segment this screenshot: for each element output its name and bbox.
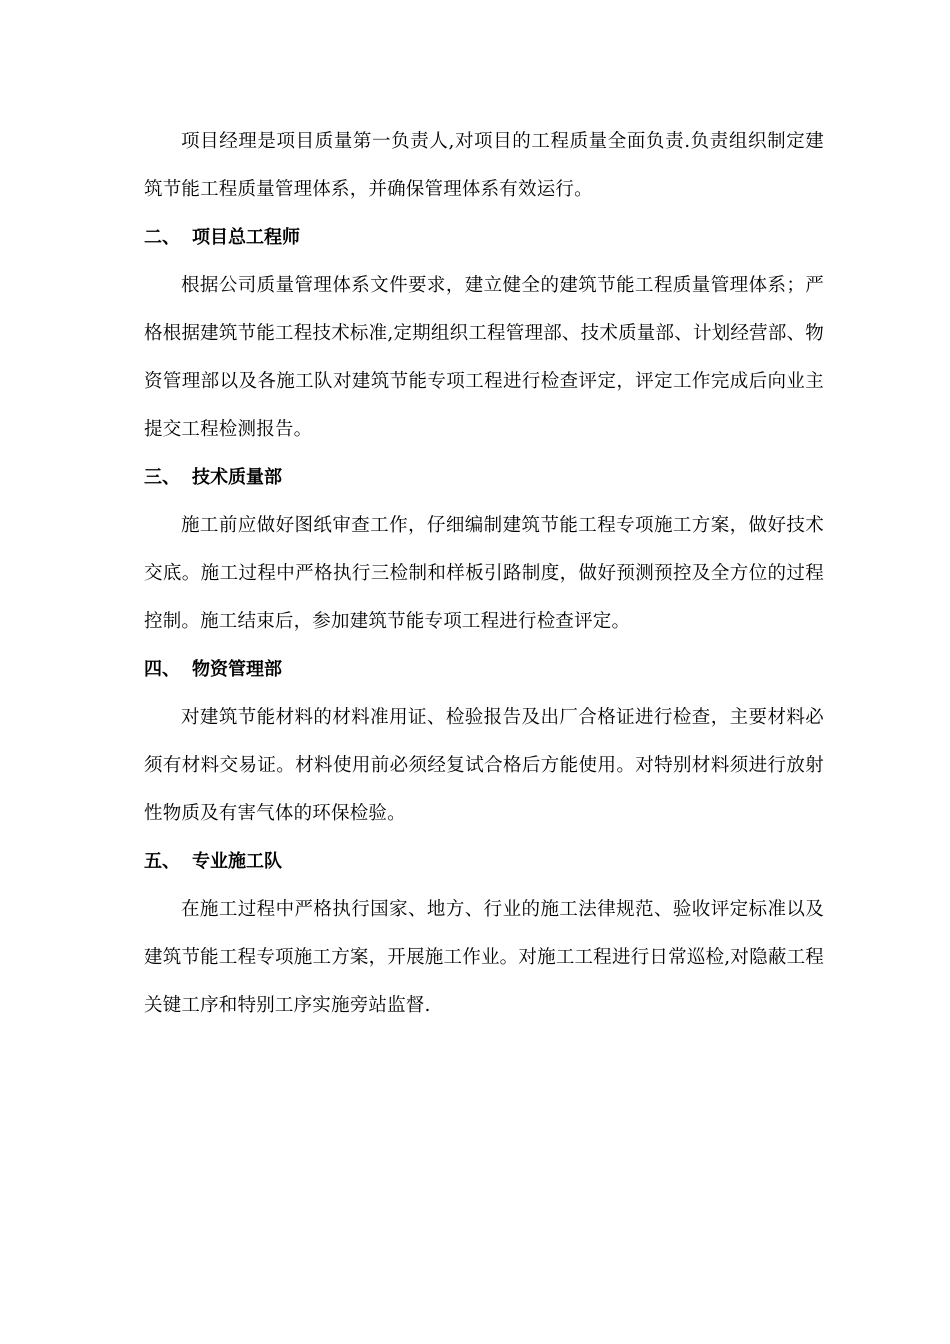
section-title: 物资管理部 (192, 659, 282, 680)
section-title: 技术质量部 (192, 467, 282, 488)
section-number: 三、 (144, 467, 180, 488)
section-paragraph-3: 施工前应做好图纸审查工作，仔细编制建筑节能工程专项施工方案，做好技术交底。施工过程中严格执行三检制和样板引路制度，做好预测预控及全方位的过程控制。施工结束后，参加建筑节能专项工程进行检查评定。 (144, 515, 824, 632)
section-heading-3 (144, 454, 824, 502)
section-number: 五、 (144, 851, 180, 872)
section-heading-4 (144, 646, 824, 694)
section-number: 二、 (144, 227, 180, 248)
section-heading-5 (144, 838, 824, 886)
section-heading-2 (144, 214, 824, 262)
intro-paragraph: 项目经理是项目质量第一负责人,对项目的工程质量全面负责.负责组织制定建筑节能工程质量管理体系，并确保管理体系有效运行。 (144, 131, 824, 200)
section-title: 专业施工队 (192, 851, 282, 872)
section-paragraph-4: 对建筑节能材料的材料准用证、检验报告及出厂合格证进行检查，主要材料必须有材料交易证。材料使用前必须经复试合格后方能使用。对特别材料须进行放射性物质及有害气体的环保检验。 (144, 707, 824, 824)
section-paragraph-2: 根据公司质量管理体系文件要求，建立健全的建筑节能工程质量管理体系；严格根据建筑节能工程技术标准,定期组织工程管理部、技术质量部、计划经营部、物资管理部以及各施工队对建筑节能专项工程进行检查评定，评定工作完成后向业主提交工程检测报告。 (144, 275, 824, 440)
section-title: 项目总工程师 (192, 227, 300, 248)
section-paragraph-5: 在施工过程中严格执行国家、地方、行业的施工法律规范、验收评定标准以及建筑节能工程专项施工方案，开展施工作业。对施工工程进行日常巡检,对隐蔽工程关键工序和特别工序实施旁站监督. (144, 899, 824, 1016)
document-body (144, 118, 824, 1030)
section-number: 四、 (144, 659, 180, 680)
